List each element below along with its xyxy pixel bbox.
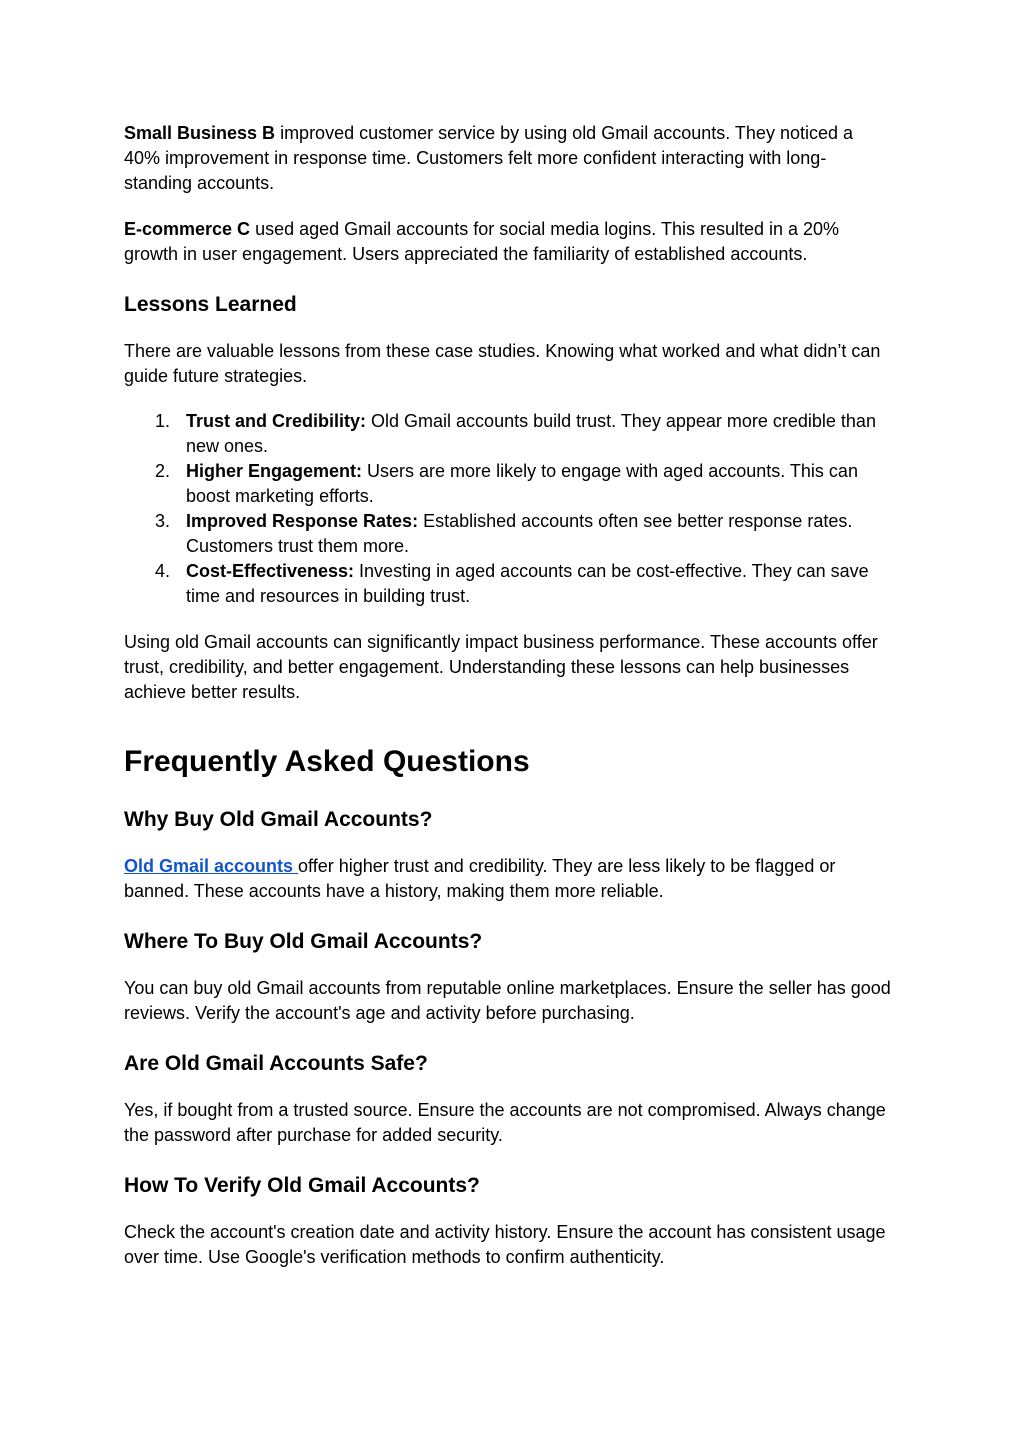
case-study-name: E-commerce C (124, 219, 251, 239)
section-heading-faq: Frequently Asked Questions (124, 745, 530, 778)
case-study-text: improved customer service by using old Gmail accounts. They noticed a 40% improvement in response time. Customers felt more confident interacting with long-standing accounts. (124, 123, 853, 193)
faq-question-where-to-buy: Where To Buy Old Gmail Accounts? (124, 930, 483, 953)
lessons-conclusion: Using old Gmail accounts can significantly impact business performance. These accounts offer trust, credibility, and better engagement. Understanding these lessons can help businesses achieve better results. (124, 632, 878, 702)
faq-answer-why-buy (124, 854, 894, 904)
case-study-name: Small Business B (124, 123, 276, 143)
case-study-paragraph (124, 121, 894, 196)
list-item-text: Old Gmail accounts build trust. They appear more credible than new ones. (186, 411, 876, 456)
list-number: 2. (155, 461, 171, 481)
list-item (124, 509, 894, 559)
list-item-title: Improved Response Rates: (186, 511, 419, 531)
case-study-paragraph (124, 217, 894, 267)
case-study-text: used aged Gmail accounts for social media logins. This resulted in a 20% growth in user engagement. Users appreciated the familiarity of established accounts. (124, 219, 840, 264)
faq-question-verify: How To Verify Old Gmail Accounts? (124, 1174, 480, 1197)
faq-answer-safe: Yes, if bought from a trusted source. Ensure the accounts are not compromised. Always change the password after purchase for added security. (124, 1100, 886, 1145)
list-number: 1. (155, 411, 171, 431)
list-item-text: Users are more likely to engage with aged accounts. This can boost marketing efforts. (186, 461, 858, 506)
lessons-intro: There are valuable lessons from these case studies. Knowing what worked and what didn’t can guide future strategies. (124, 341, 881, 386)
lessons-list (124, 409, 894, 609)
faq-answer-verify: Check the account's creation date and activity history. Ensure the account has consistent usage over time. Use Google's verification methods to confirm authenticity. (124, 1222, 886, 1267)
list-item-title: Cost-Effectiveness: (186, 561, 355, 581)
faq-answer-text: offer higher trust and credibility. They are less likely to be flagged or banned. These accounts have a history, making them more reliable. (124, 856, 836, 901)
list-item-text: Established accounts often see better response rates. Customers trust them more. (186, 511, 853, 556)
list-item-title: Higher Engagement: (186, 461, 363, 481)
section-heading-lessons: Lessons Learned (124, 293, 297, 316)
faq-question-safe: Are Old Gmail Accounts Safe? (124, 1052, 428, 1075)
list-number: 3. (155, 511, 171, 531)
document-page (124, 121, 894, 1270)
faq-answer-where-to-buy: You can buy old Gmail accounts from reputable online marketplaces. Ensure the seller has good reviews. Verify the account's age and activity before purchasing. (124, 978, 891, 1023)
list-number: 4. (155, 561, 171, 581)
list-item (124, 409, 894, 459)
list-item (124, 459, 894, 509)
faq-question-why-buy: Why Buy Old Gmail Accounts? (124, 808, 433, 831)
list-item-title: Trust and Credibility: (186, 411, 367, 431)
list-item (124, 559, 894, 609)
old-gmail-accounts-link[interactable]: Old Gmail accounts (124, 856, 299, 876)
list-item-text: Investing in aged accounts can be cost-effective. They can save time and resources in building trust. (186, 561, 869, 606)
